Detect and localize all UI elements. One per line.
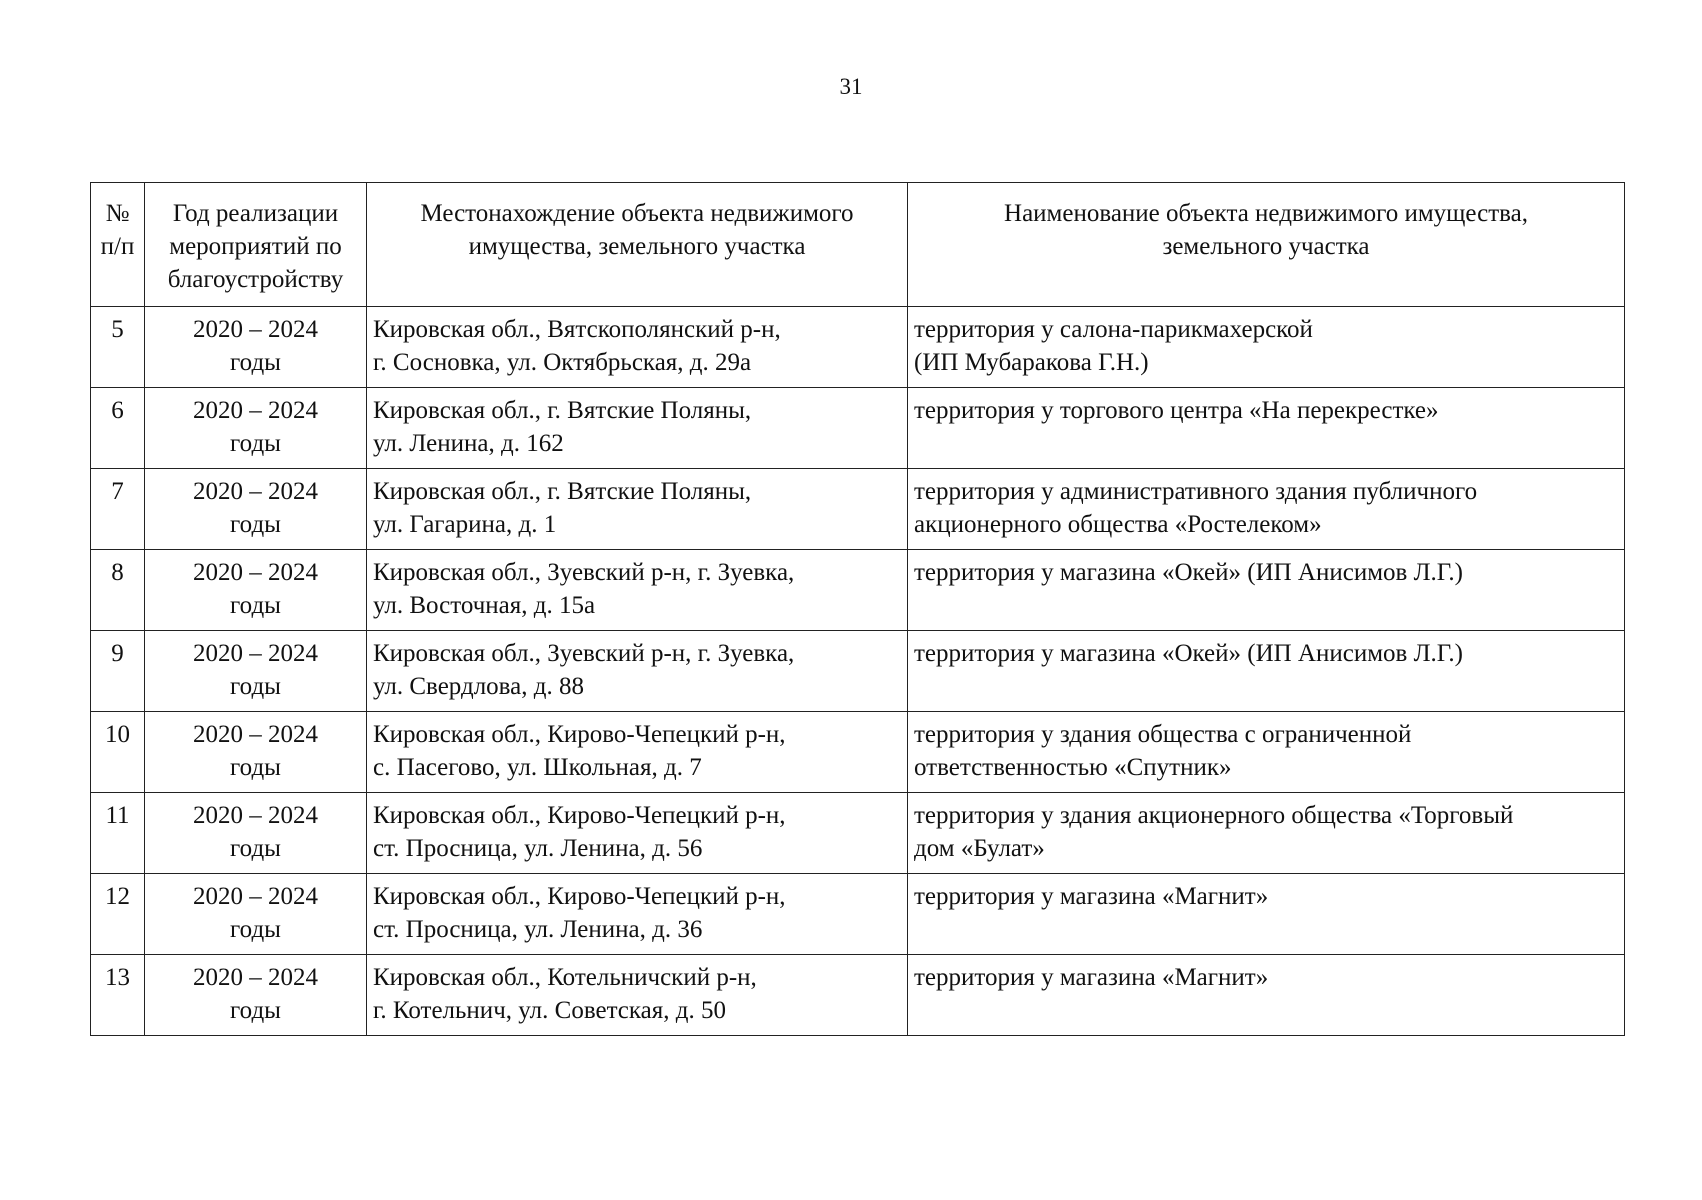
row-year <box>145 793 367 874</box>
row-location <box>367 307 908 388</box>
row-year-line: годы <box>230 430 281 457</box>
row-location-line: г. Сосновка, ул. Октябрьская, д. 29а <box>373 349 752 376</box>
row-year-line: 2020 – 2024 <box>193 964 318 991</box>
row-name-line: территория у административного здания публичного <box>914 478 1478 505</box>
row-year-line: годы <box>230 592 281 619</box>
row-location <box>367 793 908 874</box>
row-location-line: ул. Восточная, д. 15а <box>373 592 596 619</box>
table-row <box>91 388 1625 469</box>
row-location-line: Кировская обл., Кирово-Чепецкий р-н, <box>373 802 786 829</box>
row-name <box>908 550 1625 631</box>
row-location-line: Кировская обл., Вятскополянский р-н, <box>373 316 781 343</box>
row-year-line: годы <box>230 997 281 1024</box>
row-name-line: территория у салона-парикмахерской <box>914 316 1313 343</box>
row-location <box>367 469 908 550</box>
table-row <box>91 874 1625 955</box>
row-year-line: 2020 – 2024 <box>193 883 318 910</box>
row-year-line: годы <box>230 511 281 538</box>
row-year-line: 2020 – 2024 <box>193 397 318 424</box>
row-year-line: 2020 – 2024 <box>193 316 318 343</box>
row-location <box>367 712 908 793</box>
header-num <box>91 183 145 307</box>
row-year-line: 2020 – 2024 <box>193 478 318 505</box>
row-name-line: территория у здания общества с ограниченной <box>914 721 1412 748</box>
row-name <box>908 955 1625 1036</box>
row-year-line: годы <box>230 754 281 781</box>
row-num: 8 <box>91 550 145 631</box>
row-location-line: Кировская обл., Кирово-Чепецкий р-н, <box>373 721 786 748</box>
header-num-line: п/п <box>100 233 135 260</box>
row-location-line: ст. Просница, ул. Ленина, д. 36 <box>373 916 703 943</box>
row-num: 12 <box>91 874 145 955</box>
row-location <box>367 631 908 712</box>
row-location-line: ст. Просница, ул. Ленина, д. 56 <box>373 835 703 862</box>
header-location <box>367 183 908 307</box>
row-location-line: ул. Ленина, д. 162 <box>373 430 564 457</box>
header-location-line: имущества, земельного участка <box>468 233 806 260</box>
header-name <box>908 183 1625 307</box>
row-year <box>145 469 367 550</box>
row-name-line: территория у магазина «Магнит» <box>914 883 1269 910</box>
row-name-line: ответственностью «Спутник» <box>914 754 1232 781</box>
row-name-line: дом «Булат» <box>914 835 1045 862</box>
row-name-line: территория у магазина «Окей» (ИП Анисимов Л.Г.) <box>914 640 1464 667</box>
row-location <box>367 874 908 955</box>
table-row <box>91 550 1625 631</box>
row-year-line: 2020 – 2024 <box>193 721 318 748</box>
row-name-line: территория у здания акционерного общества «Торговый <box>914 802 1514 829</box>
row-year <box>145 388 367 469</box>
property-table <box>90 182 1625 1036</box>
row-year <box>145 874 367 955</box>
header-year <box>145 183 367 307</box>
row-year-line: 2020 – 2024 <box>193 802 318 829</box>
row-num: 9 <box>91 631 145 712</box>
row-name-line: территория у магазина «Окей» (ИП Анисимов Л.Г.) <box>914 559 1464 586</box>
row-year <box>145 955 367 1036</box>
row-year <box>145 631 367 712</box>
header-year-line: Год реализации <box>172 200 339 227</box>
row-year <box>145 550 367 631</box>
row-num: 10 <box>91 712 145 793</box>
row-name-line: акционерного общества «Ростелеком» <box>914 511 1322 538</box>
row-location-line: Кировская обл., Зуевский р-н, г. Зуевка, <box>373 640 795 667</box>
row-year <box>145 307 367 388</box>
row-name-line: (ИП Мубаракова Г.Н.) <box>914 349 1149 376</box>
row-num: 11 <box>91 793 145 874</box>
header-name-line: земельного участка <box>1162 233 1370 260</box>
row-location-line: Кировская обл., Кирово-Чепецкий р-н, <box>373 883 786 910</box>
row-name-line: территория у торгового центра «На перекрестке» <box>914 397 1439 424</box>
row-location <box>367 955 908 1036</box>
row-num: 7 <box>91 469 145 550</box>
row-year <box>145 712 367 793</box>
row-name <box>908 874 1625 955</box>
row-num: 5 <box>91 307 145 388</box>
row-location-line: Кировская обл., г. Вятские Поляны, <box>373 397 752 424</box>
header-year-line: мероприятий по <box>169 233 342 260</box>
table-row <box>91 712 1625 793</box>
row-year-line: 2020 – 2024 <box>193 559 318 586</box>
row-name <box>908 469 1625 550</box>
header-location-line: Местонахождение объекта недвижимого <box>420 200 854 227</box>
row-num: 13 <box>91 955 145 1036</box>
table-row <box>91 631 1625 712</box>
row-name-line: территория у магазина «Магнит» <box>914 964 1269 991</box>
row-name <box>908 712 1625 793</box>
row-num: 6 <box>91 388 145 469</box>
row-location-line: Кировская обл., Котельничский р-н, <box>373 964 757 991</box>
table-row <box>91 955 1625 1036</box>
row-location-line: г. Котельнич, ул. Советская, д. 50 <box>373 997 726 1024</box>
row-year-line: годы <box>230 349 281 376</box>
row-name <box>908 631 1625 712</box>
row-location-line: ул. Свердлова, д. 88 <box>373 673 584 700</box>
row-year-line: годы <box>230 916 281 943</box>
table-row <box>91 469 1625 550</box>
row-year-line: 2020 – 2024 <box>193 640 318 667</box>
row-name <box>908 388 1625 469</box>
header-num-line: № <box>105 200 130 227</box>
header-name-line: Наименование объекта недвижимого имущества, <box>1004 200 1528 227</box>
table-row <box>91 307 1625 388</box>
row-location-line: ул. Гагарина, д. 1 <box>373 511 557 538</box>
row-location-line: с. Пасегово, ул. Школьная, д. 7 <box>373 754 702 781</box>
row-year-line: годы <box>230 835 281 862</box>
row-location-line: Кировская обл., г. Вятские Поляны, <box>373 478 752 505</box>
row-name <box>908 793 1625 874</box>
row-year-line: годы <box>230 673 281 700</box>
row-location <box>367 550 908 631</box>
page-number: 31 <box>839 74 863 99</box>
row-location-line: Кировская обл., Зуевский р-н, г. Зуевка, <box>373 559 795 586</box>
row-location <box>367 388 908 469</box>
table-header-row <box>91 183 1625 307</box>
header-year-line: благоустройству <box>167 266 344 293</box>
row-name <box>908 307 1625 388</box>
table-row <box>91 793 1625 874</box>
